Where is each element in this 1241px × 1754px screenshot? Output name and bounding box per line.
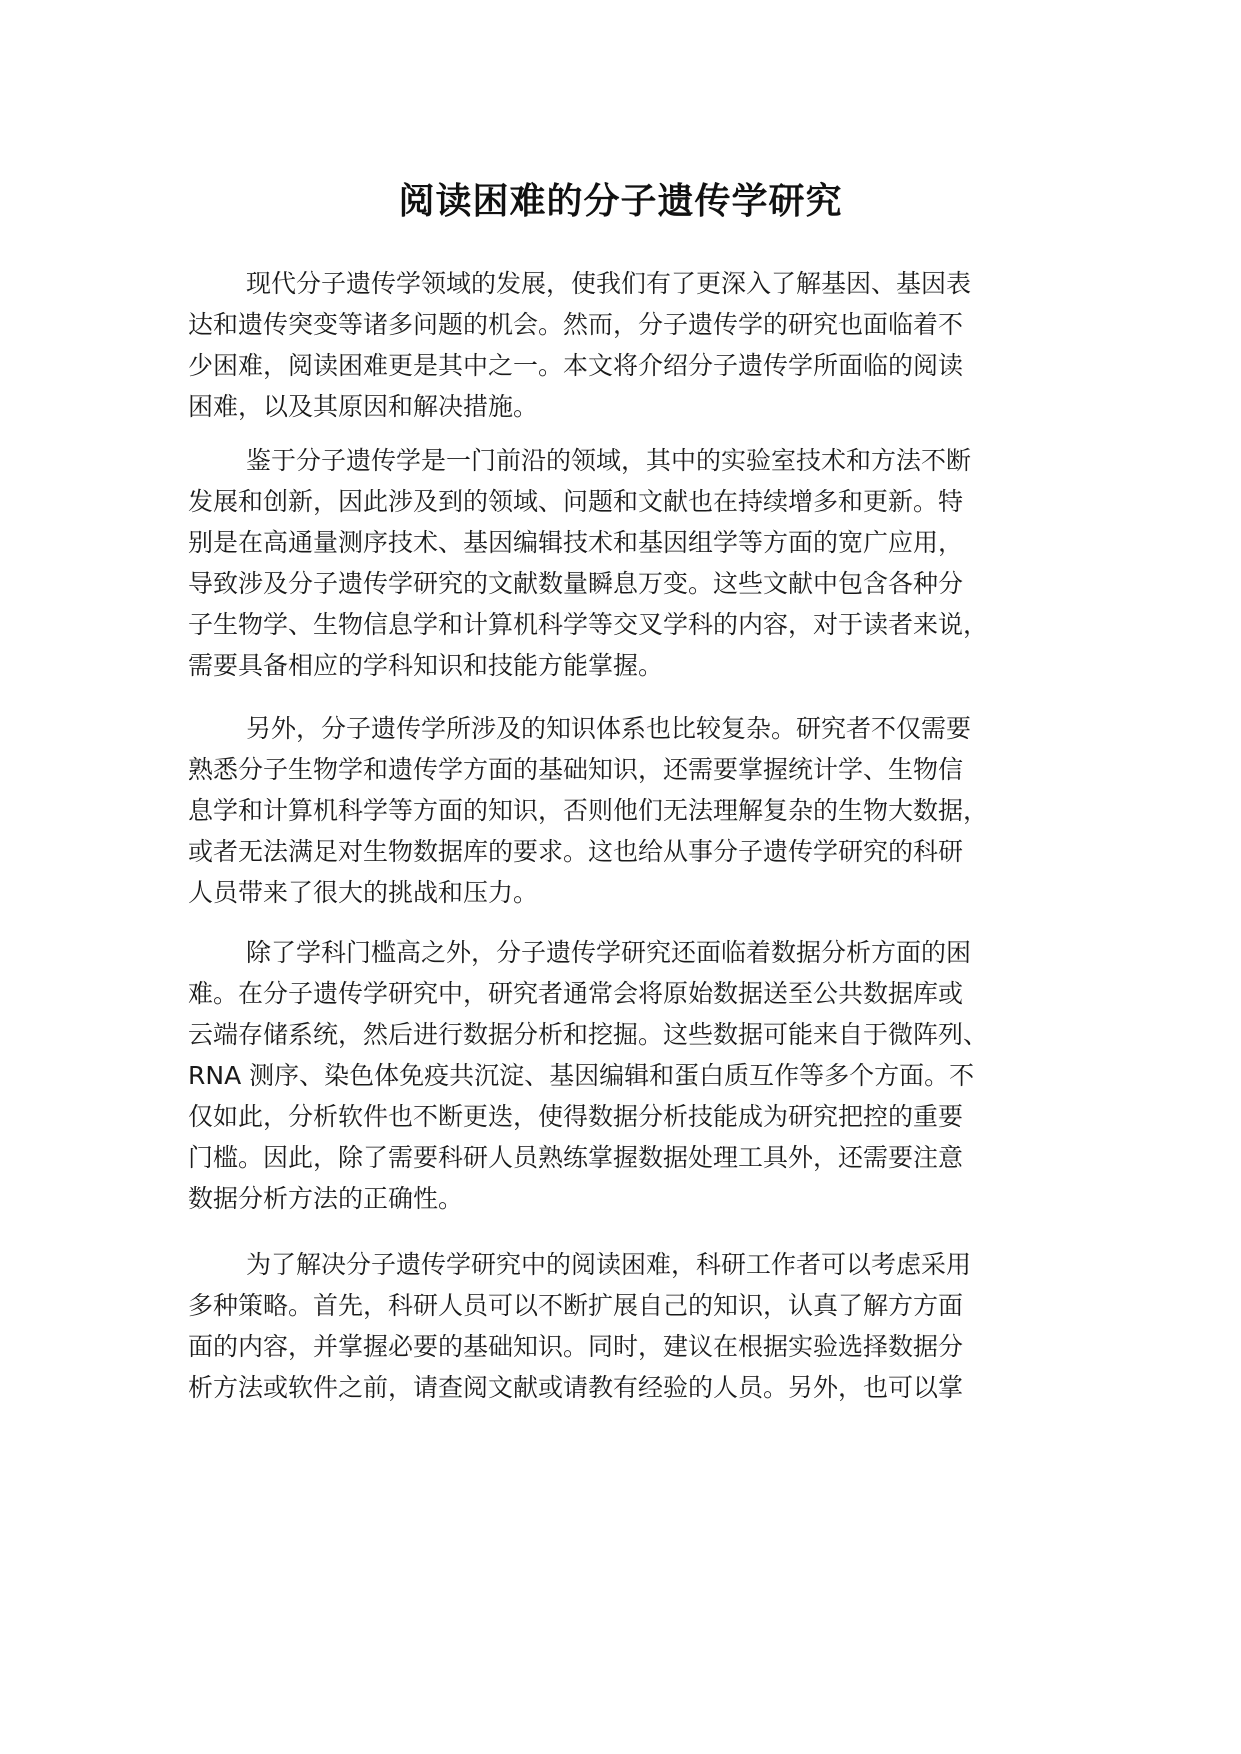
paragraph-4 (188, 936, 1088, 1223)
paragraph-1 (188, 267, 1088, 431)
paragraph-line: 析方法或软件之前，请查阅文献或请教有经验的人员。另外，也可以掌 (188, 1373, 964, 1402)
paragraph-line: 数据分析方法的正确性。 (188, 1184, 464, 1213)
paragraph-line: 为了解决分子遗传学研究中的阅读困难，科研工作者可以考虑采用 (246, 1250, 972, 1279)
paragraph-line: 子生物学、生物信息学和计算机科学等交叉学科的内容，对于读者来说， (188, 610, 989, 639)
document-title: 阅读困难的分子遗传学研究 (398, 181, 843, 222)
paragraph-line: RNA 测序、染色体免疫共沉淀、基因编辑和蛋白质互作等多个方面。不 (188, 1061, 975, 1090)
paragraph-line: 现代分子遗传学领域的发展，使我们有了更深入了解基因、基因表 (246, 269, 972, 298)
paragraph-5 (188, 1248, 1088, 1412)
paragraph-3 (188, 712, 1088, 917)
paragraph-line: 除了学科门槛高之外，分子遗传学研究还面临着数据分析方面的困 (246, 938, 972, 967)
paragraph-line: 鉴于分子遗传学是一门前沿的领域，其中的实验室技术和方法不断 (246, 446, 972, 475)
paragraph-line: 另外，分子遗传学所涉及的知识体系也比较复杂。研究者不仅需要 (246, 714, 972, 743)
paragraph-line: 人员带来了很大的挑战和压力。 (188, 878, 539, 907)
paragraph-line: 或者无法满足对生物数据库的要求。这也给从事分子遗传学研究的科研 (188, 837, 964, 866)
paragraph-line: 达和遗传突变等诸多问题的机会。然而，分子遗传学的研究也面临着不 (188, 310, 964, 339)
paragraph-line: 息学和计算机科学等方面的知识，否则他们无法理解复杂的生物大数据， (188, 796, 989, 825)
paragraph-line: 难。在分子遗传学研究中，研究者通常会将原始数据送至公共数据库或 (188, 979, 964, 1008)
paragraph-line: 门槛。因此，除了需要科研人员熟练掌握数据处理工具外，还需要注意 (188, 1143, 964, 1172)
paragraph-line: 别是在高通量测序技术、基因编辑技术和基因组学等方面的宽广应用， (188, 528, 964, 557)
paragraph-line: 困难，以及其原因和解决措施。 (188, 392, 539, 421)
paragraph-line: 发展和创新，因此涉及到的领域、问题和文献也在持续增多和更新。特 (188, 487, 964, 516)
paragraph-line: 仅如此，分析软件也不断更迭，使得数据分析技能成为研究把控的重要 (188, 1102, 964, 1131)
paragraph-line: 熟悉分子生物学和遗传学方面的基础知识，还需要掌握统计学、生物信 (188, 755, 964, 784)
paragraph-line: 多种策略。首先，科研人员可以不断扩展自己的知识，认真了解方方面 (188, 1291, 964, 1320)
paragraph-line: 导致涉及分子遗传学研究的文献数量瞬息万变。这些文献中包含各种分 (188, 569, 964, 598)
paragraph-line: 云端存储系统，然后进行数据分析和挖掘。这些数据可能来自于微阵列、 (188, 1020, 989, 1049)
paragraph-2 (188, 444, 1088, 690)
paragraph-line: 面的内容，并掌握必要的基础知识。同时，建议在根据实验选择数据分 (188, 1332, 964, 1361)
paragraph-line: 少困难，阅读困难更是其中之一。本文将介绍分子遗传学所面临的阅读 (188, 351, 964, 380)
paragraph-line: 需要具备相应的学科知识和技能方能掌握。 (188, 651, 664, 680)
